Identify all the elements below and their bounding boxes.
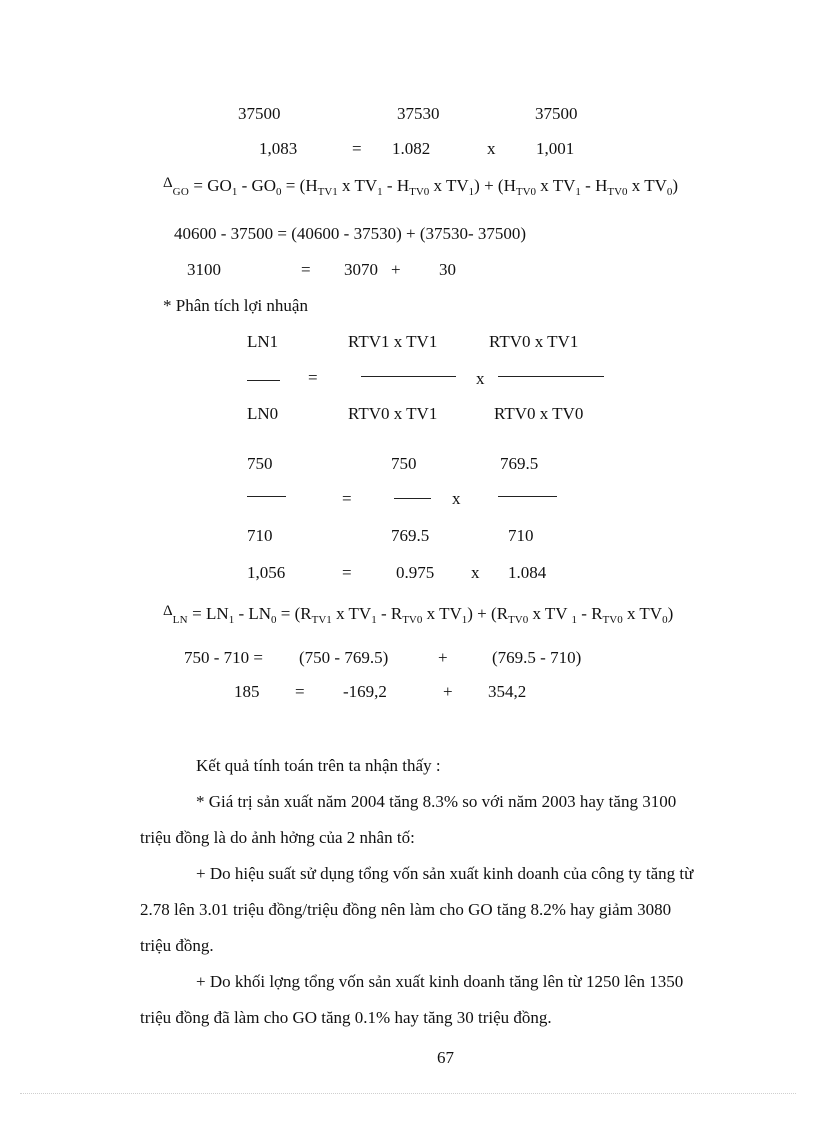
delta-go-equation: $\Delta_{GO} = GO_1 - GO_0 = (H_{TV1}$ x $TV_1 - H_{TV0}$ x $TV_1) + (H_{TV0}$ x $TV_1 - H_{TV0}$ x $TV_0$) xyxy=(163,175,679,198)
frac1-numerator: RTV1 x TV1 xyxy=(348,332,438,351)
times-sign: x xyxy=(452,489,461,508)
ln-numbers-plus: + xyxy=(438,648,448,667)
profit-heading: * Phân tích lợi nhuận xyxy=(163,296,308,315)
times-sign: x xyxy=(476,369,485,388)
go-result-plus: + xyxy=(391,260,401,279)
times-sign: x xyxy=(487,139,496,158)
index-h: 1.082 xyxy=(392,139,431,158)
paragraph-intro: Kết quả tính toán trên ta nhận thấy : xyxy=(196,756,441,775)
ln0-value: 710 xyxy=(247,526,273,545)
go-numbers-line: 40600 - 37500 = (40600 - 37530) + (37530- 37500) xyxy=(174,224,527,243)
frac2-numerator: RTV0 x TV1 xyxy=(489,332,579,351)
paragraph-line: triệu đồng. xyxy=(140,936,214,955)
paragraph-line: * Giá trị sản xuất năm 2004 tăng 8.3% so với năm 2003 hay tăng 3100 xyxy=(196,792,677,811)
ln-result-eq: = xyxy=(295,682,305,701)
equals-sign: = xyxy=(352,139,362,158)
ln-result-tv: 354,2 xyxy=(488,682,527,701)
fraction-bar xyxy=(361,376,456,377)
index-tv: 1,001 xyxy=(536,139,575,158)
ln-numbers-part1: (750 - 769.5) xyxy=(299,648,389,667)
frac2-num-value: 769.5 xyxy=(500,454,539,473)
ratio-top-go1: 37500 xyxy=(238,104,281,123)
ln1-value: 750 xyxy=(247,454,273,473)
fraction-bar xyxy=(247,496,286,497)
frac1-num-value: 750 xyxy=(391,454,417,473)
frac2-denominator: RTV0 x TV0 xyxy=(494,404,584,423)
ln1-label: LN1 xyxy=(247,332,279,351)
ln0-label: LN0 xyxy=(247,404,279,423)
paragraph-line: triệu đồng là do ảnh hởng của 2 nhân tố: xyxy=(140,828,415,847)
paragraph-line: 2.78 lên 3.01 triệu đồng/triệu đồng nên làm cho GO tăng 8.2% hay giảm 3080 xyxy=(140,900,672,919)
paragraph-line: + Do hiệu suất sử dụng tổng vốn sản xuất kinh doanh của công ty tăng từ xyxy=(196,864,694,883)
ratio-top-mid: 37530 xyxy=(397,104,440,123)
ln-result-r: -169,2 xyxy=(343,682,387,701)
page-number: 67 xyxy=(437,1048,454,1067)
fraction-bar xyxy=(498,496,557,497)
equals-sign: = xyxy=(308,368,318,387)
frac2-den-value: 710 xyxy=(508,526,534,545)
delta-ln-equation: $\Delta_{LN} = LN_1 - LN_0 = (R_{TV1}$ x $TV_1 - R_{TV0}$ x $TV_1) + (R_{TV0}$ x TV $_1 - R_{TV0}$ x $TV_0$) xyxy=(163,603,674,626)
go-result-eq: = xyxy=(301,260,311,279)
paragraph-line: + Do khối lợng tổng vốn sản xuất kinh doanh tăng lên từ 1250 lên 1350 xyxy=(196,972,684,991)
ln-result-plus: + xyxy=(443,682,453,701)
index-r: 0.975 xyxy=(396,563,435,582)
ln-result-total: 185 xyxy=(234,682,260,701)
go-result-total: 3100 xyxy=(187,260,221,279)
frac1-denominator: RTV0 x TV1 xyxy=(348,404,438,423)
frac1-den-value: 769.5 xyxy=(391,526,430,545)
fraction-bar xyxy=(394,498,431,499)
go-result-tv: 30 xyxy=(439,260,456,279)
equals-sign: = xyxy=(342,563,352,582)
times-sign: x xyxy=(471,563,480,582)
ratio-top-go0: 37500 xyxy=(535,104,578,123)
fraction-bar xyxy=(498,376,604,377)
page-divider xyxy=(20,1093,796,1094)
index-ln: 1,056 xyxy=(247,563,286,582)
index-tv-ln: 1.084 xyxy=(508,563,547,582)
paragraph-line: triệu đồng đã làm cho GO tăng 0.1% hay tăng 30 triệu đồng. xyxy=(140,1008,552,1027)
ln-numbers-part2: (769.5 - 710) xyxy=(492,648,582,667)
ln-numbers-left: 750 - 710 = xyxy=(184,648,263,667)
go-result-h: 3070 xyxy=(344,260,378,279)
fraction-bar xyxy=(247,380,280,381)
equals-sign: = xyxy=(342,489,352,508)
index-go: 1,083 xyxy=(259,139,298,158)
